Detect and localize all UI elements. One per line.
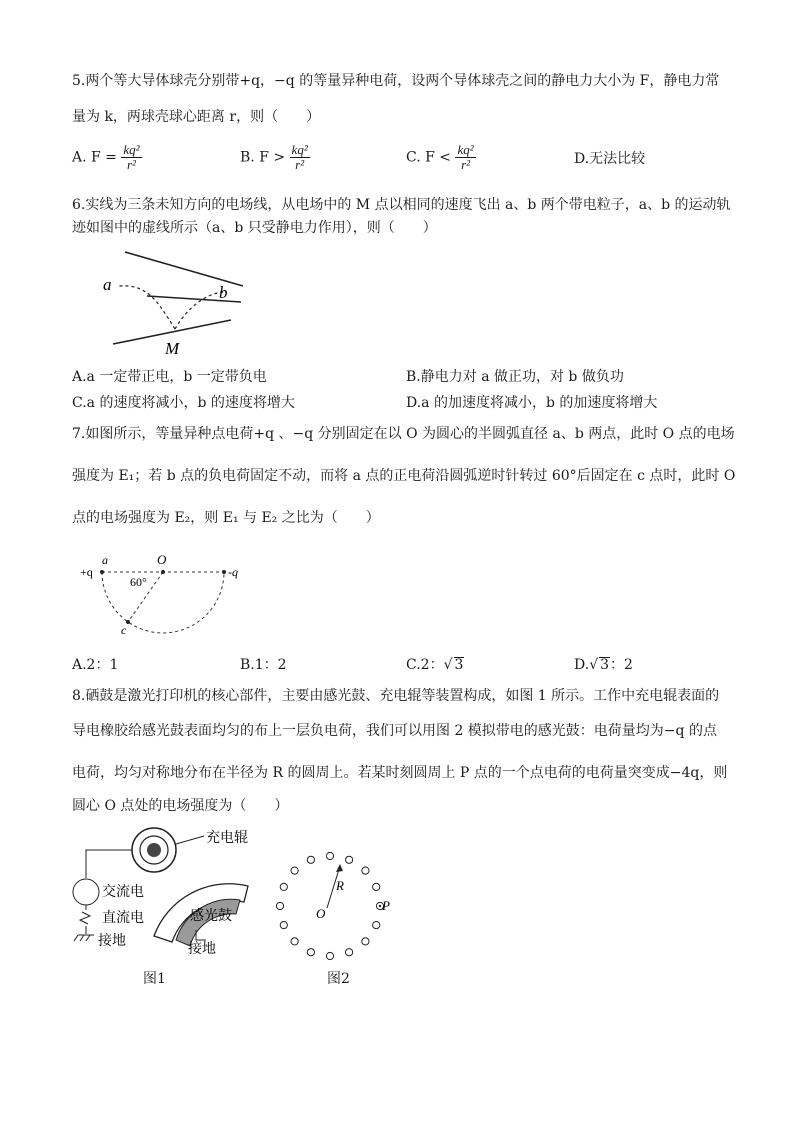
point-charge bbox=[362, 938, 369, 945]
trajectory-a bbox=[119, 286, 175, 329]
q7-stem-line1: 7.如图所示，等量异种点电荷+q 、−q 分别固定在以 O 为圆心的半圆弧直径 a、b 两点，此时 O 点的电场 bbox=[72, 426, 735, 442]
q6-option-a: A.a 一定带正电，b 一定带负电 bbox=[72, 369, 267, 385]
fraction-denominator: r² bbox=[295, 157, 305, 172]
point-charge bbox=[326, 952, 333, 959]
fraction-denominator: r² bbox=[461, 157, 471, 172]
q5-option-a-fraction bbox=[121, 143, 141, 172]
q8-figure2-charge-ring bbox=[270, 840, 400, 970]
q5-option-a-prefix: A. F = bbox=[72, 149, 117, 166]
label-O: O bbox=[316, 906, 326, 921]
label-M: M bbox=[165, 339, 180, 358]
point-a bbox=[100, 570, 104, 574]
label-minus-q: -q bbox=[228, 565, 238, 579]
q5-option-b-prefix: B. F > bbox=[240, 149, 286, 166]
label-a: a bbox=[103, 275, 112, 294]
q7-option-c bbox=[406, 656, 464, 674]
ac-source-icon bbox=[73, 879, 99, 905]
sqrt-radicand: 3 bbox=[600, 657, 610, 673]
q8-figure1-printer-drum bbox=[72, 822, 262, 962]
ground-icon-hatch3 bbox=[86, 935, 90, 941]
label-c: c bbox=[121, 623, 127, 637]
label-charge-roller: 充电辊 bbox=[206, 831, 248, 846]
q7-option-d-prefix: D. bbox=[574, 657, 590, 673]
ground-icon-hatch1 bbox=[74, 935, 78, 941]
label-plus-q: +q bbox=[80, 565, 93, 579]
q5-option-b-fraction bbox=[290, 143, 310, 172]
q8-stem-line4: 圆心 O 点处的电场强度为（ ） bbox=[72, 798, 289, 814]
q7-stem-line2: 强度为 E₁；若 b 点的负电荷固定不动，而将 a 点的正电荷沿圆弧逆时针转过 60°后固定在 c 点时，此时 O bbox=[72, 468, 736, 484]
label-angle: 60° bbox=[130, 575, 147, 589]
fraction-numerator: kq² bbox=[291, 142, 308, 157]
q5-option-d: D.无法比较 bbox=[574, 151, 646, 167]
q5-option-c-fraction bbox=[455, 143, 475, 172]
charge-roller-core bbox=[147, 843, 161, 857]
q7-option-c-prefix: C.2： bbox=[406, 657, 444, 673]
sqrt-radicand: 3 bbox=[454, 657, 464, 673]
q6-option-c: C.a 的速度将减小，b 的速度将增大 bbox=[72, 395, 295, 411]
point-c bbox=[126, 620, 130, 624]
q5-option-c bbox=[406, 143, 476, 172]
point-charge bbox=[276, 902, 283, 909]
q8-stem-line3: 电荷，均匀对称地分布在半径为 R 的圆周上。若某时刻圆周上 P 点的一个点电荷的电荷量突变成−4q，则 bbox=[72, 765, 728, 781]
fraction-numerator: kq² bbox=[123, 142, 140, 157]
q6-option-d: D.a 的加速度将减小，b 的加速度将增大 bbox=[406, 395, 658, 411]
q7-semicircle-figure bbox=[78, 550, 258, 642]
point-charge bbox=[280, 883, 287, 890]
q8-stem-line2: 导电橡胶给感光鼓表面均匀的布上一层负电荷，我们可以用图 2 模拟带电的感光鼓：电荷量均为−q 的点 bbox=[72, 723, 717, 739]
point-charge bbox=[280, 922, 287, 929]
label-P: P bbox=[382, 898, 390, 913]
point-O bbox=[161, 570, 165, 574]
label-ground1: 接地 bbox=[98, 934, 126, 949]
radius-arrowhead-icon bbox=[336, 864, 343, 872]
charge-at-P-center-dot bbox=[379, 905, 381, 907]
sqrt-symbol: √ bbox=[589, 657, 599, 673]
point-charge bbox=[291, 867, 298, 874]
label-b: b bbox=[219, 283, 228, 302]
dc-source-icon bbox=[80, 912, 90, 924]
q7-option-b: B.1：2 bbox=[240, 657, 287, 673]
q8-figure2-caption: 图2 bbox=[327, 971, 350, 987]
q5-stem-line2: 量为 k，两球壳球心距离 r，则（ ） bbox=[72, 109, 321, 125]
point-charge bbox=[373, 922, 380, 929]
q7-option-a: A.2：1 bbox=[72, 657, 119, 673]
point-charge bbox=[362, 867, 369, 874]
point-charge bbox=[373, 883, 380, 890]
q6-stem-line1: 6.实线为三条未知方向的电场线，从电场中的 M 点以相同的速度飞出 a、b 两个带电粒子，a、b 的运动轨 bbox=[72, 197, 731, 213]
charge-roller-leader bbox=[176, 836, 204, 844]
sqrt-symbol: √ bbox=[443, 657, 453, 673]
q5-option-b bbox=[240, 143, 310, 172]
q6-stem-line2: 迹如图中的虚线所示（a、b 只受静电力作用），则（ ） bbox=[72, 220, 437, 236]
fraction-denominator: r² bbox=[126, 157, 136, 172]
q7-option-d-suffix: ：2 bbox=[610, 657, 633, 673]
point-charge bbox=[346, 949, 353, 956]
q5-option-a bbox=[72, 143, 142, 172]
point-b bbox=[222, 570, 226, 574]
label-ground2: 接地 bbox=[188, 942, 216, 957]
charge-ring bbox=[276, 852, 383, 959]
q7-option-d bbox=[574, 656, 633, 674]
q6-option-b: B.静电力对 a 做正功，对 b 做负功 bbox=[406, 369, 624, 385]
q5-option-c-prefix: C. F < bbox=[406, 149, 452, 166]
label-ac: 交流电 bbox=[102, 885, 144, 900]
q5-stem-line1: 5.两个等大导体球壳分别带+q，−q 的等量异种电荷，设两个导体球壳之间的静电力大小为 F，静电力常 bbox=[72, 73, 720, 89]
point-charge bbox=[346, 856, 353, 863]
point-charge bbox=[291, 938, 298, 945]
q7-stem-line3: 点的电场强度为 E₂，则 E₁ 与 E₂ 之比为（ ） bbox=[72, 510, 380, 526]
ground-icon-hatch2 bbox=[80, 935, 84, 941]
field-line-top bbox=[125, 252, 243, 286]
fraction-numerator: kq² bbox=[457, 142, 474, 157]
label-R: R bbox=[336, 878, 344, 893]
point-charge bbox=[326, 852, 333, 859]
point-charge bbox=[307, 949, 314, 956]
q8-figure1-caption: 图1 bbox=[143, 971, 166, 987]
label-a: a bbox=[102, 553, 108, 567]
circuit-wire-top bbox=[86, 850, 132, 878]
point-charge bbox=[307, 856, 314, 863]
label-O: O bbox=[157, 552, 167, 567]
q6-field-line-figure bbox=[95, 248, 255, 360]
label-drum: 感光鼓 bbox=[190, 909, 232, 924]
q8-stem-line1: 8.硒鼓是激光打印机的核心部件，主要由感光鼓、充电辊等装置构成，如图 1 所示。工作中充电辊表面的 bbox=[72, 688, 720, 704]
label-dc: 直流电 bbox=[102, 911, 144, 926]
